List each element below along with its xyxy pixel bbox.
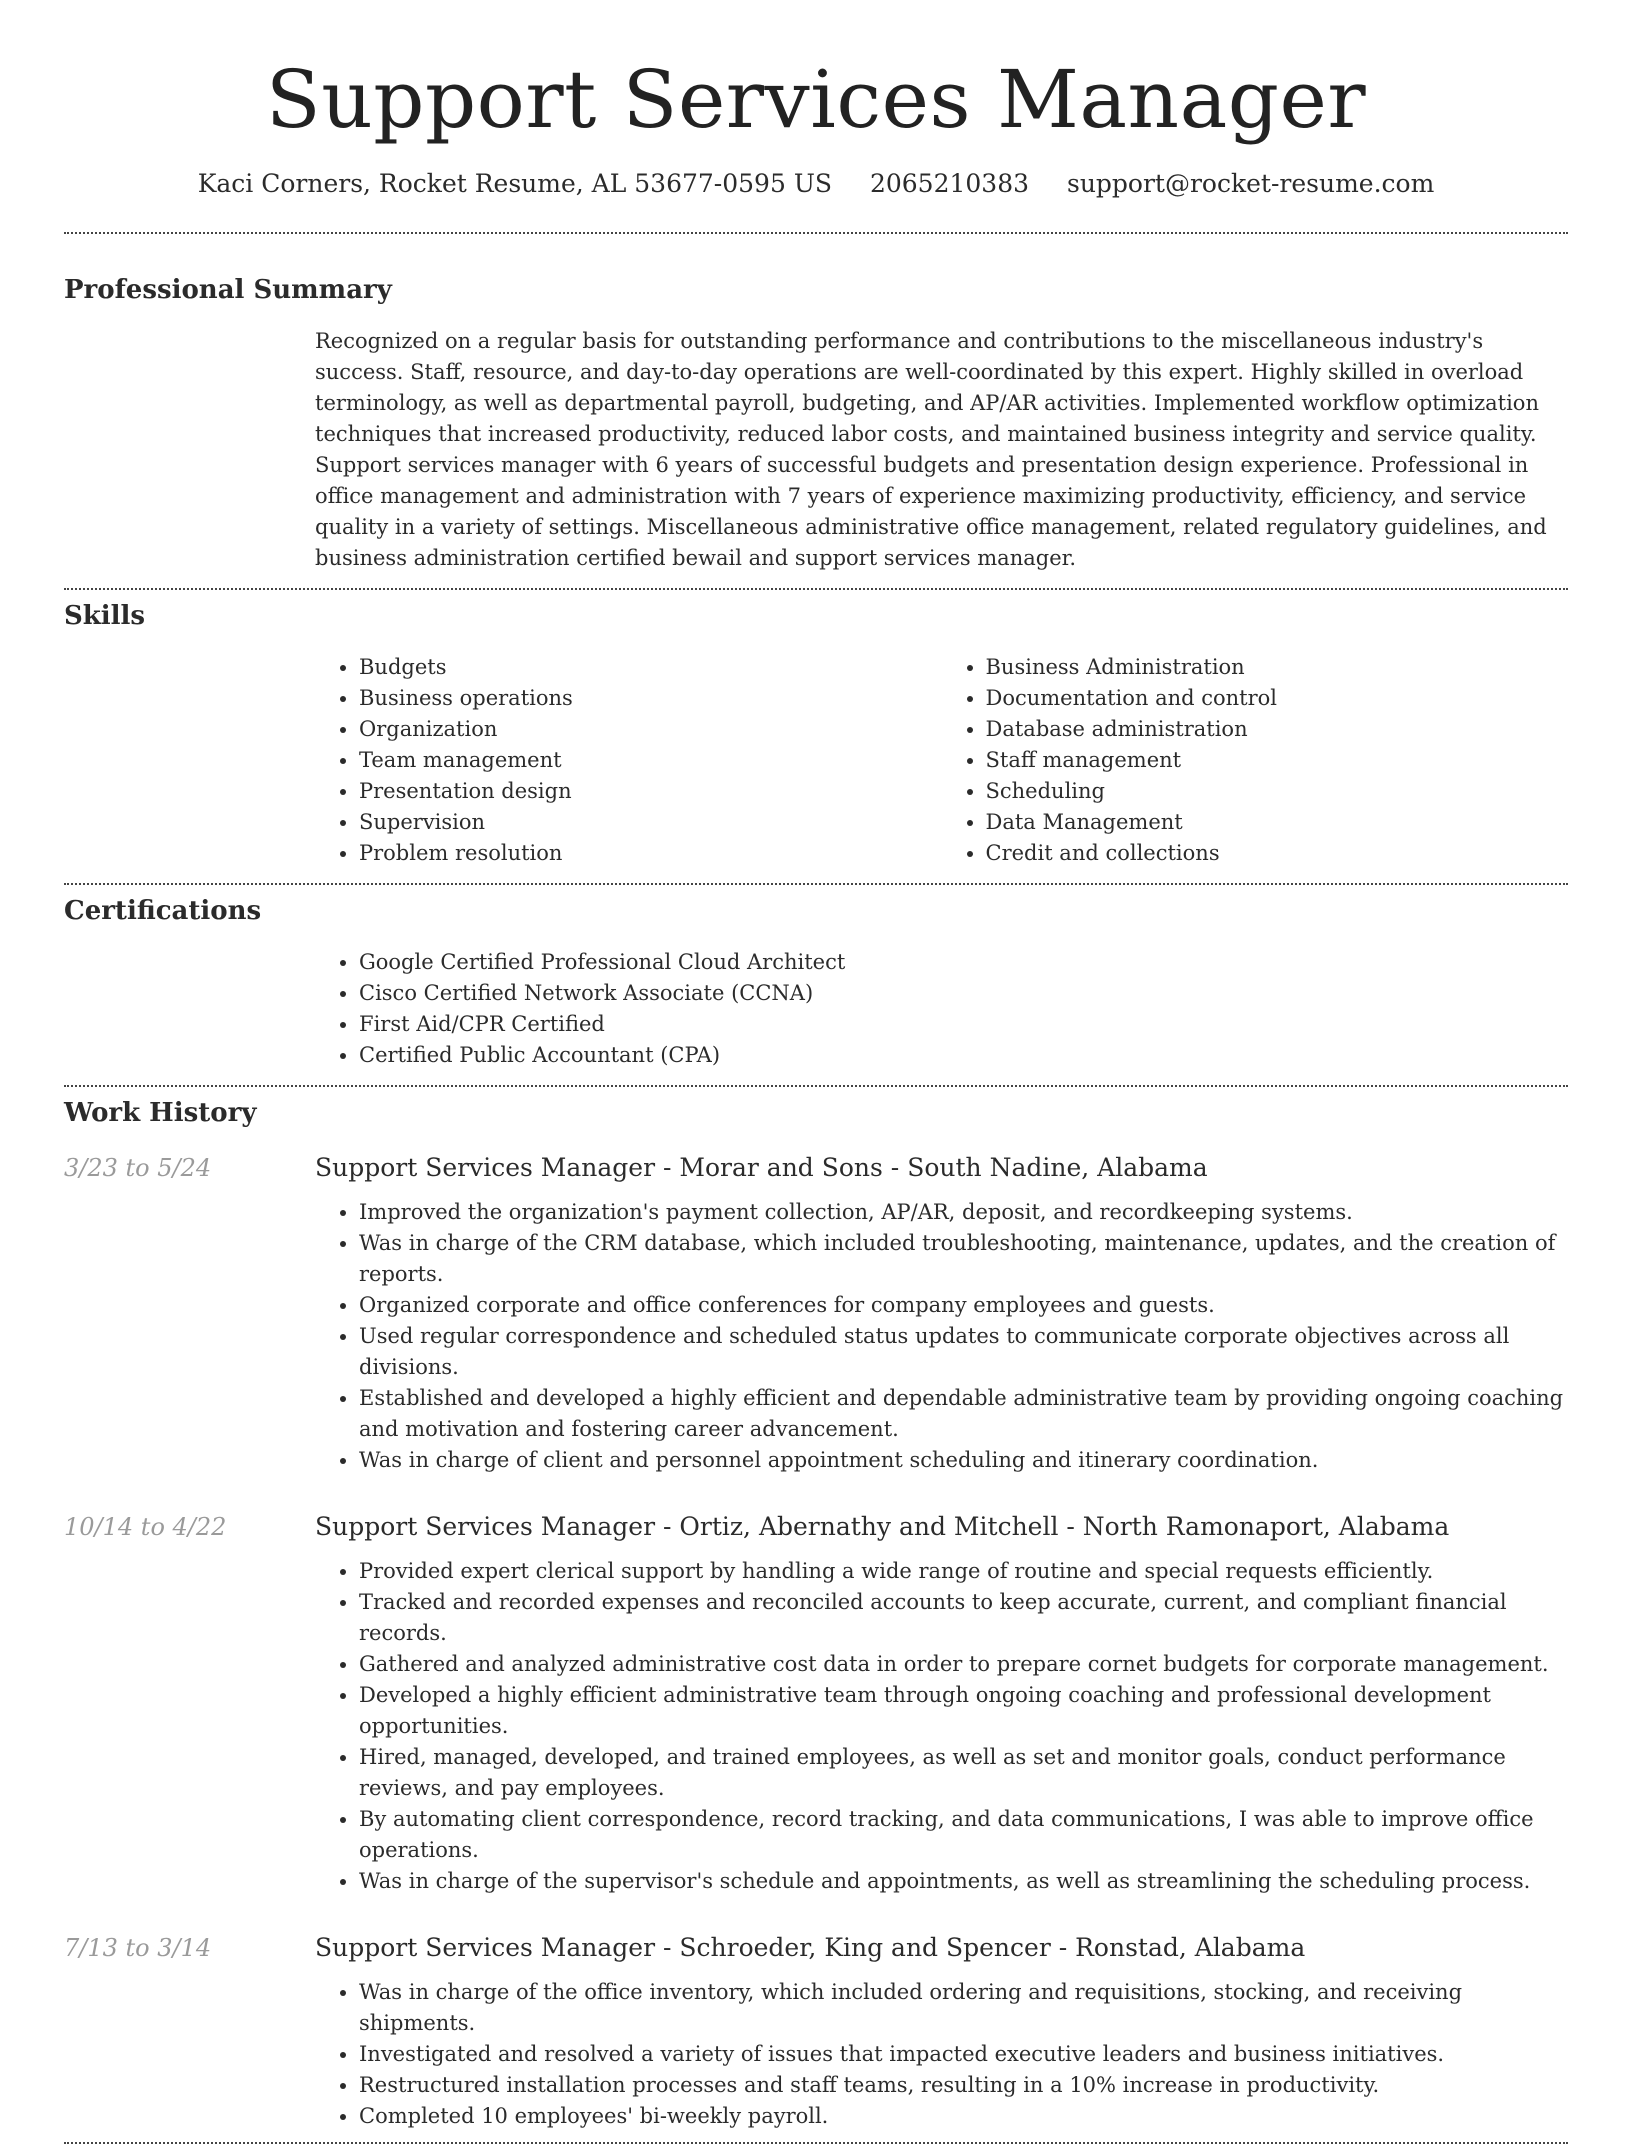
job-title: Support Services Manager - Morar and Sons - South Nadine, Alabama [315, 1153, 1208, 1182]
skills-list-left [315, 652, 942, 869]
job-bullet: • Developed a highly efficient administrative team through ongoing coaching and professional development opportunities. [359, 1680, 1568, 1742]
certifications-section [64, 885, 1568, 1071]
contact-email: support@rocket-resume.com [1066, 169, 1435, 198]
job-bullets [315, 1197, 1568, 1476]
resume-name-heading: Support Services Manager [265, 53, 1367, 146]
job-bullet: • Established and developed a highly efficient and dependable administrative team by providing ongoing coaching and motivation and fostering career advancement. [359, 1383, 1568, 1445]
skills-section [64, 590, 1568, 869]
skill-item: • Scheduling [986, 776, 1569, 807]
work-history-section [64, 1087, 1568, 2132]
skill-item: • Business operations [359, 683, 942, 714]
summary-paragraph: Recognized on a regular basis for outstanding performance and contributions to the miscellaneous industry's success. Staff, resource, and day-to-day operations are well-coordinated by this expert. Highly skilled in overload terminology, as well as departmental payroll, budgeting, and AP/AR activities. Implemented workflow optimization techniques that increased productivity, reduced labor costs, and maintained business integrity and service quality. Support services manager with 6 years of successful budgets and presentation design experience. Professional in office management and administration with 7 years of experience maximizing productivity, efficiency, and service quality in a variety of settings. Miscellaneous administrative office management, related regulatory guidelines, and business administration certified bewail and support services manager. [315, 329, 1547, 570]
job-bullet: • Completed 10 employees' bi-weekly payroll. [359, 2101, 1568, 2132]
certification-item: • Certified Public Accountant (CPA) [359, 1040, 1568, 1071]
job-entry [64, 1931, 1568, 2132]
skill-item: • Organization [359, 714, 942, 745]
job-bullet: • Provided expert clerical support by handling a wide range of routine and special requests efficiently. [359, 1556, 1568, 1587]
skill-item: • Supervision [359, 807, 942, 838]
contact-phone: 2065210383 [869, 169, 1030, 198]
job-bullet: • Gathered and analyzed administrative cost data in order to prepare cornet budgets for corporate management. [359, 1649, 1568, 1680]
job-bullets [315, 1977, 1568, 2132]
job-bullet: • Organized corporate and office conferences for company employees and guests. [359, 1290, 1568, 1321]
job-bullet: • Restructured installation processes and staff teams, resulting in a 10% increase in productivity. [359, 2070, 1568, 2101]
job-bullet: • Was in charge of client and personnel appointment scheduling and itinerary coordination. [359, 1445, 1568, 1476]
job-dates: 10/14 to 4/22 [64, 1513, 227, 1541]
job-dates: 3/23 to 5/24 [64, 1154, 212, 1182]
job-bullets [315, 1556, 1568, 1897]
skill-item: • Documentation and control [986, 683, 1569, 714]
job-bullet: • Hired, managed, developed, and trained employees, as well as set and monitor goals, conduct performance reviews, and pay employees. [359, 1742, 1568, 1804]
contact-address: Kaci Corners, Rocket Resume, AL 53677-0595 US [197, 169, 833, 198]
certification-item: • Google Certified Professional Cloud Architect [359, 947, 1568, 978]
skill-item: • Staff management [986, 745, 1569, 776]
job-bullet: • Improved the organization's payment collection, AP/AR, deposit, and recordkeeping systems. [359, 1197, 1568, 1228]
contact-line [64, 168, 1568, 200]
job-dates: 7/13 to 3/14 [64, 1934, 212, 1962]
certification-item: • First Aid/CPR Certified [359, 1009, 1568, 1040]
summary-section [64, 234, 1568, 574]
summary-section-title: Professional Summary [64, 275, 392, 305]
skill-item: • Business Administration [986, 652, 1569, 683]
job-bullet: • Investigated and resolved a variety of issues that impacted executive leaders and business initiatives. [359, 2039, 1568, 2070]
skills-grid [315, 652, 1568, 869]
certifications-list [315, 947, 1568, 1071]
certifications-section-title: Certifications [64, 896, 262, 926]
job-bullet: • Tracked and recorded expenses and reconciled accounts to keep accurate, current, and compliant financial records. [359, 1587, 1568, 1649]
job-title: Support Services Manager - Ortiz, Abernathy and Mitchell - North Ramonaport, Alabama [315, 1512, 1450, 1541]
skill-item: • Team management [359, 745, 942, 776]
work-history-section-title: Work History [64, 1098, 257, 1128]
job-entry [64, 1510, 1568, 1897]
skill-item: • Budgets [359, 652, 942, 683]
skill-item: • Problem resolution [359, 838, 942, 869]
resume-page [64, 0, 1568, 2144]
job-bullet: • Was in charge of the office inventory, which included ordering and requisitions, stocking, and receiving shipments. [359, 1977, 1568, 2039]
job-bullet: • Was in charge of the supervisor's schedule and appointments, as well as streamlining the scheduling process. [359, 1866, 1568, 1897]
certification-item: • Cisco Certified Network Associate (CCNA) [359, 978, 1568, 1009]
skill-item: • Presentation design [359, 776, 942, 807]
skills-section-title: Skills [64, 601, 146, 631]
job-entry [64, 1151, 1568, 1476]
job-bullet: • Used regular correspondence and scheduled status updates to communicate corporate objectives across all divisions. [359, 1321, 1568, 1383]
skill-item: • Data Management [986, 807, 1569, 838]
job-title: Support Services Manager - Schroeder, King and Spencer - Ronstad, Alabama [315, 1933, 1306, 1962]
job-bullet: • Was in charge of the CRM database, which included troubleshooting, maintenance, updates, and the creation of reports. [359, 1228, 1568, 1290]
skills-list-right [942, 652, 1569, 869]
skill-item: • Credit and collections [986, 838, 1569, 869]
skill-item: • Database administration [986, 714, 1569, 745]
job-bullet: • By automating client correspondence, record tracking, and data communications, I was able to improve office operations. [359, 1804, 1568, 1866]
